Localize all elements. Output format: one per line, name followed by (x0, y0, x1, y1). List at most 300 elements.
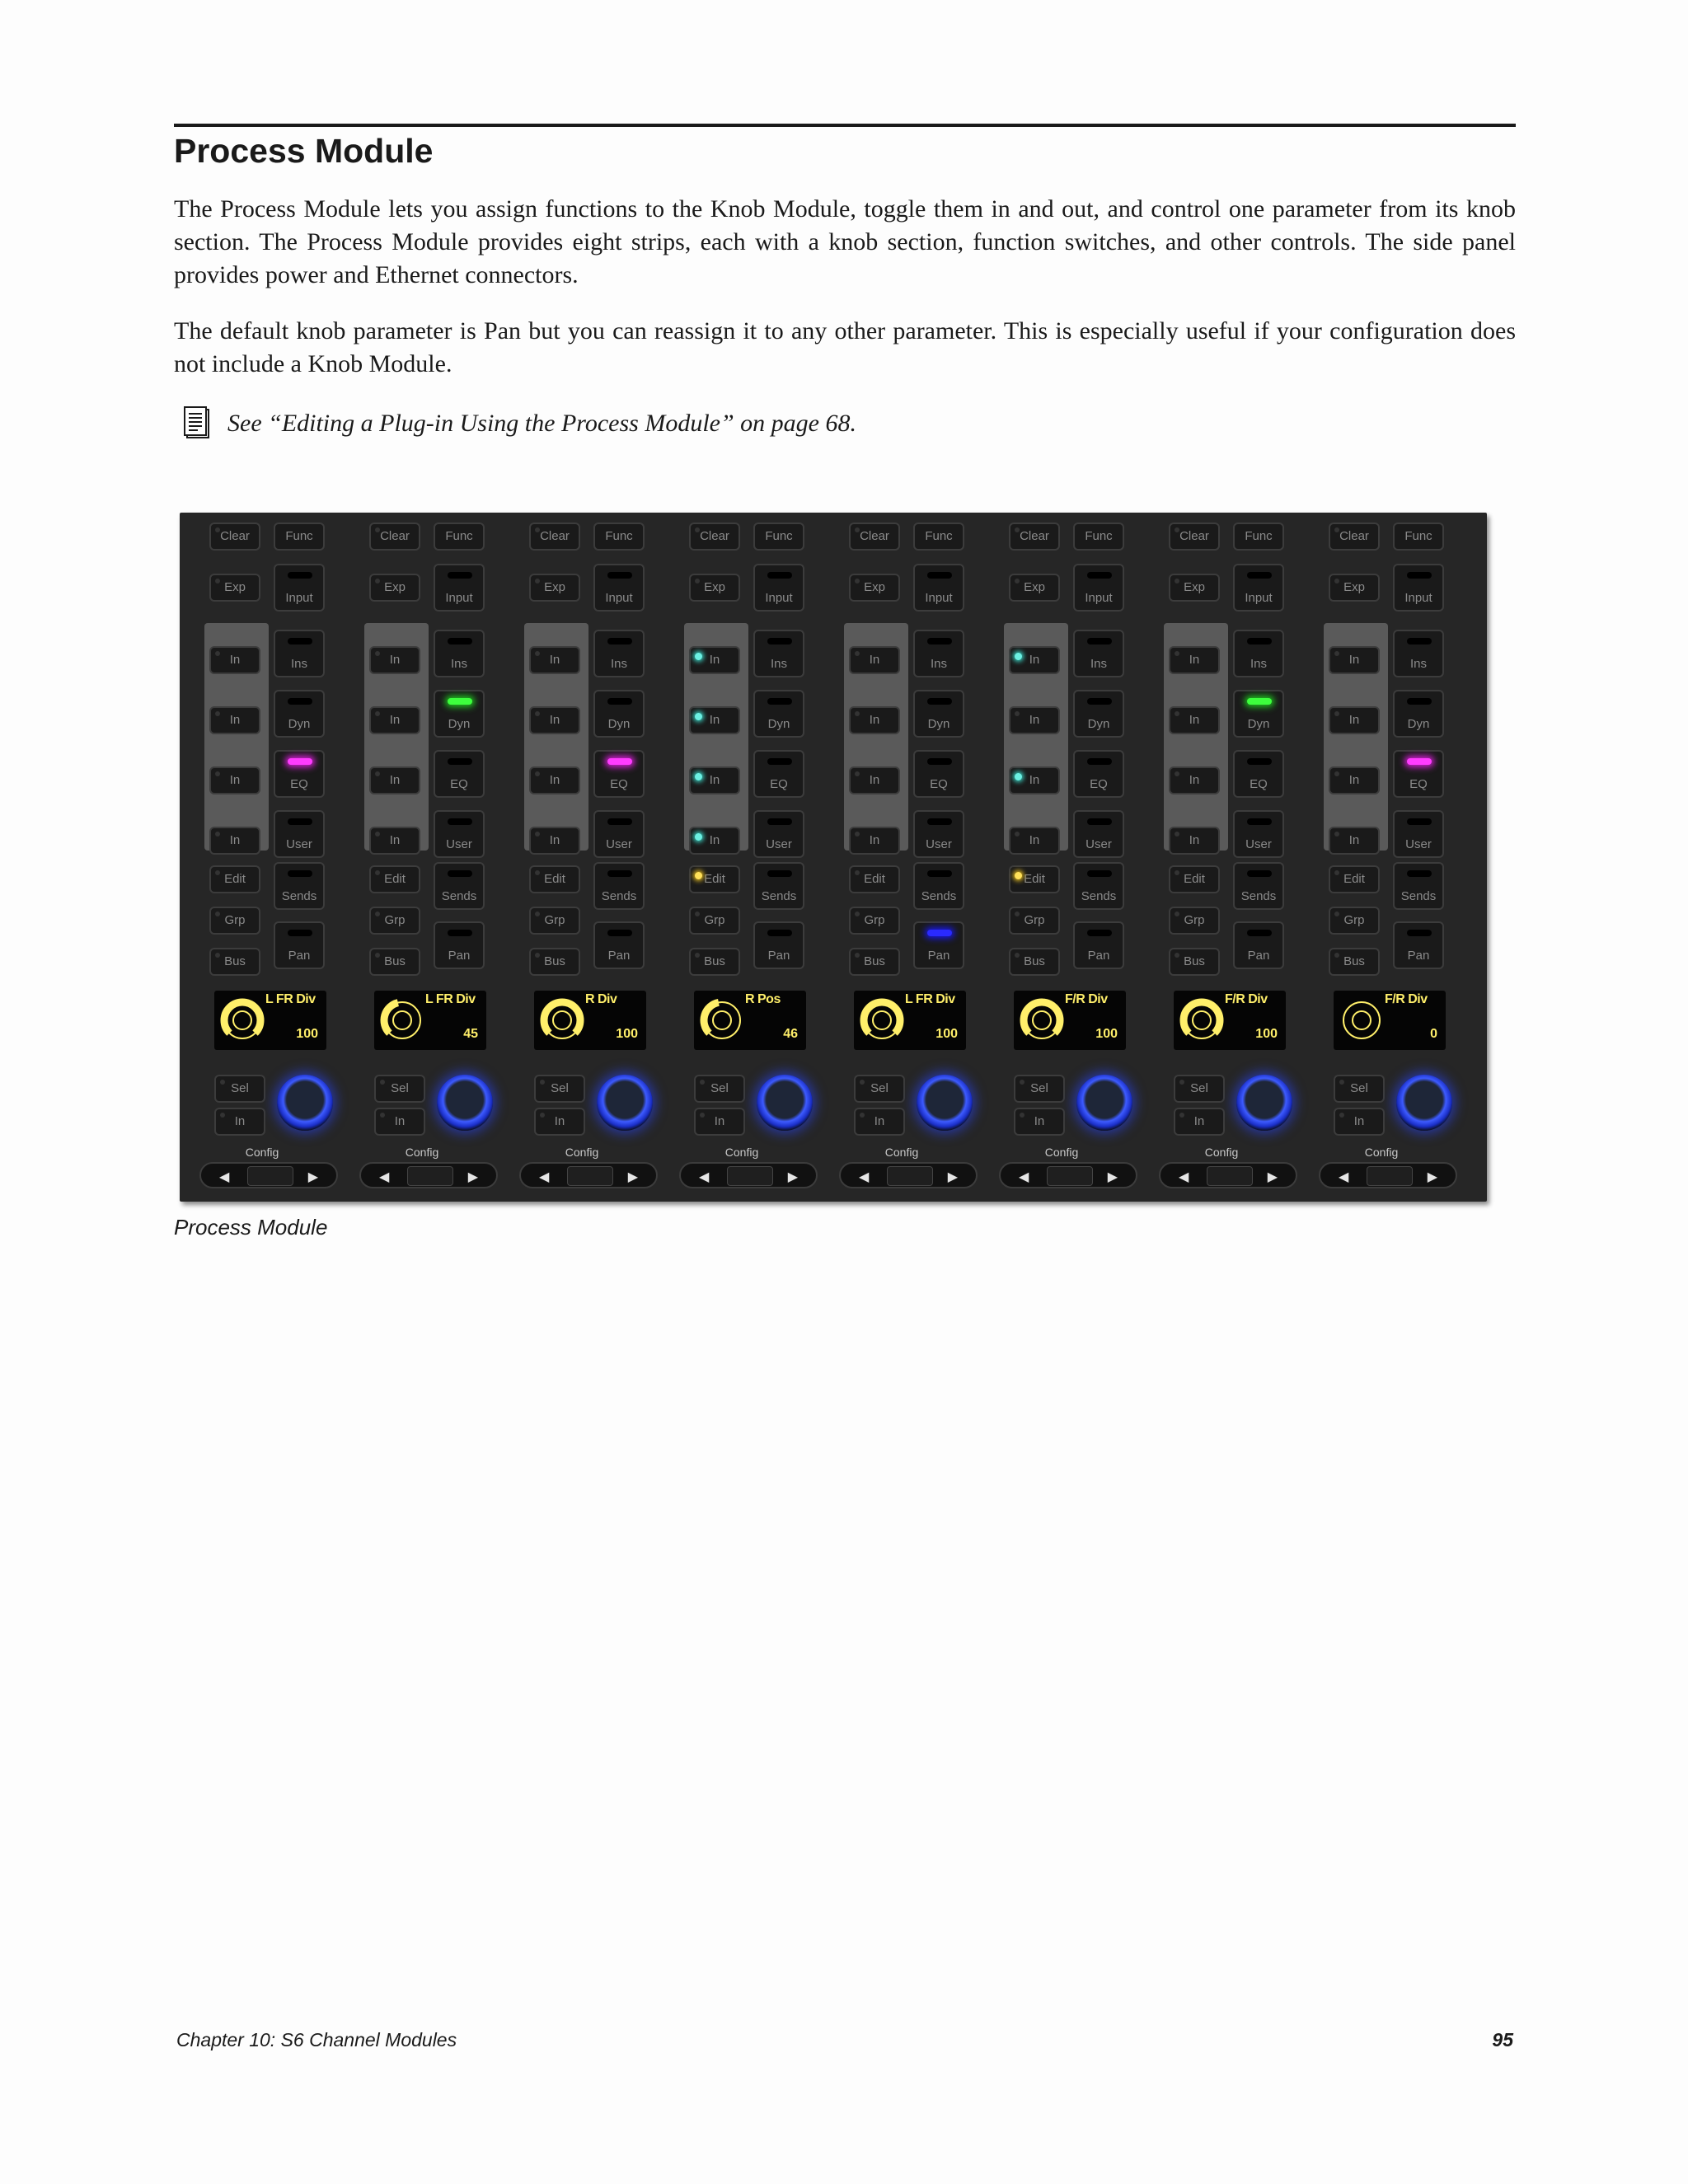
dyn-button[interactable] (1393, 690, 1444, 738)
function-led (448, 758, 472, 765)
ins-button[interactable] (913, 630, 964, 677)
ins-button[interactable] (753, 630, 804, 677)
figure-caption: Process Module (174, 1215, 328, 1240)
func-button[interactable] (274, 523, 325, 551)
status-led (215, 579, 220, 583)
user-button[interactable] (1393, 810, 1444, 858)
config-nav[interactable] (1319, 1162, 1457, 1188)
config-center-button[interactable] (1367, 1166, 1413, 1186)
sel-button[interactable] (1174, 1075, 1225, 1103)
exp-button[interactable] (689, 574, 740, 602)
pan-button[interactable] (274, 921, 325, 969)
sends-button[interactable] (274, 862, 325, 910)
grp-button[interactable] (1329, 907, 1380, 935)
in-button[interactable] (1009, 646, 1060, 674)
function-led (288, 870, 312, 877)
pan-button[interactable] (1233, 921, 1284, 969)
edit-button[interactable] (209, 865, 260, 893)
in-button[interactable] (1329, 646, 1380, 674)
function-led (1087, 870, 1112, 877)
dyn-button[interactable] (274, 690, 325, 738)
sel-button[interactable] (694, 1075, 745, 1103)
in-button-label: In (1029, 713, 1040, 727)
func-button-label: Func (1245, 529, 1273, 543)
status-led (375, 711, 380, 716)
in-button[interactable] (529, 646, 580, 674)
in-button[interactable] (1329, 706, 1380, 734)
edit-button[interactable] (1009, 865, 1060, 893)
sel-button[interactable] (374, 1075, 425, 1103)
grp-button[interactable] (849, 907, 900, 935)
clear-button[interactable] (209, 523, 260, 551)
config-label: Config (1204, 1146, 1239, 1159)
function-led (767, 818, 792, 825)
pan-button[interactable] (434, 921, 485, 969)
status-led (375, 912, 380, 916)
status-led (375, 579, 380, 583)
clear-button[interactable] (529, 523, 580, 551)
in-button[interactable] (209, 706, 260, 734)
in-button[interactable] (689, 827, 740, 855)
pan-button[interactable] (913, 921, 964, 969)
value-arc (864, 1002, 900, 1033)
left-arrow-icon[interactable]: ◀ (859, 1169, 870, 1184)
config-nav[interactable] (999, 1162, 1137, 1188)
in-button[interactable] (1009, 706, 1060, 734)
func-button[interactable] (1233, 523, 1284, 551)
function-led (607, 638, 632, 644)
user-button[interactable] (593, 810, 645, 858)
sends-button[interactable] (913, 862, 964, 910)
in-button[interactable] (689, 706, 740, 734)
function-led (607, 818, 632, 825)
bus-button-label: Bus (544, 954, 565, 968)
function-led (927, 758, 952, 765)
pan-button-label: Pan (927, 949, 950, 963)
exp-button[interactable] (529, 574, 580, 602)
in-button[interactable] (849, 766, 900, 794)
grp-button[interactable] (209, 907, 260, 935)
bus-button[interactable] (849, 948, 900, 976)
exp-button[interactable] (209, 574, 260, 602)
in-button[interactable] (369, 766, 420, 794)
status-led (1015, 773, 1022, 780)
status-led (535, 651, 540, 656)
pan-button[interactable] (1073, 921, 1124, 969)
left-arrow-icon[interactable]: ◀ (1019, 1169, 1029, 1184)
in-button-label: In (1029, 773, 1040, 787)
func-button[interactable] (1073, 523, 1124, 551)
eq-button[interactable] (913, 750, 964, 798)
sel-button[interactable] (534, 1075, 585, 1103)
input-button[interactable] (593, 564, 645, 612)
status-led (1175, 832, 1179, 837)
sends-button-label: Sends (1240, 889, 1277, 903)
status-led (535, 771, 540, 776)
ins-button[interactable] (1233, 630, 1284, 677)
status-led (855, 953, 860, 958)
function-led (927, 930, 952, 936)
value-arc (544, 1002, 580, 1033)
sel-button-label: Sel (1030, 1081, 1048, 1095)
config-nav[interactable] (199, 1162, 338, 1188)
config-center-button[interactable] (1047, 1166, 1093, 1186)
dyn-button[interactable] (753, 690, 804, 738)
input-button[interactable] (1393, 564, 1444, 612)
eq-button[interactable] (1233, 750, 1284, 798)
sends-button[interactable] (593, 862, 645, 910)
status-led (380, 1080, 385, 1085)
input-button[interactable] (753, 564, 804, 612)
right-arrow-icon[interactable]: ▶ (1427, 1169, 1437, 1184)
status-led (1015, 527, 1020, 532)
rotary-knob[interactable] (1236, 1075, 1292, 1131)
page-number: 95 (1492, 2029, 1513, 2050)
clear-button[interactable] (849, 523, 900, 551)
clear-button[interactable] (369, 523, 420, 551)
in-button[interactable] (214, 1108, 265, 1136)
value-ring (1335, 994, 1388, 1047)
function-led (767, 758, 792, 765)
grp-button[interactable] (529, 907, 580, 935)
value-arc (1024, 1002, 1060, 1033)
status-led (1334, 832, 1339, 837)
exp-button-label: Exp (544, 580, 565, 594)
input-button[interactable] (1233, 564, 1284, 612)
in-button[interactable] (369, 827, 420, 855)
in-button[interactable] (1329, 766, 1380, 794)
sends-button-label: Sends (281, 889, 317, 903)
config-center-button[interactable] (887, 1166, 933, 1186)
user-button[interactable] (913, 810, 964, 858)
config-nav[interactable] (359, 1162, 498, 1188)
in-button[interactable] (849, 646, 900, 674)
exp-button-label: Exp (224, 580, 246, 594)
grp-button[interactable] (689, 907, 740, 935)
in-button[interactable] (1009, 766, 1060, 794)
status-led (380, 1113, 385, 1118)
in-button[interactable] (1009, 827, 1060, 855)
sel-button[interactable] (1014, 1075, 1065, 1103)
rotary-knob[interactable] (1076, 1075, 1132, 1131)
in-button[interactable] (1169, 766, 1220, 794)
function-led (607, 572, 632, 579)
function-led (607, 698, 632, 705)
user-button[interactable] (434, 810, 485, 858)
clear-button[interactable] (689, 523, 740, 551)
dyn-button[interactable] (1233, 690, 1284, 738)
edit-button[interactable] (1329, 865, 1380, 893)
grp-button[interactable] (1169, 907, 1220, 935)
in-button[interactable] (1169, 827, 1220, 855)
config-label: Config (1044, 1146, 1079, 1159)
in-button[interactable] (1169, 646, 1220, 674)
edit-button[interactable] (529, 865, 580, 893)
in-button[interactable] (1174, 1108, 1225, 1136)
in-button[interactable] (529, 766, 580, 794)
bus-button[interactable] (529, 948, 580, 976)
function-led (1247, 930, 1272, 936)
bus-button[interactable] (689, 948, 740, 976)
status-led (700, 1113, 705, 1118)
right-arrow-icon[interactable]: ▶ (1107, 1169, 1118, 1184)
in-button-label: In (229, 713, 241, 727)
right-arrow-icon[interactable]: ▶ (467, 1169, 478, 1184)
bus-button-label: Bus (1184, 954, 1205, 968)
config-label: Config (405, 1146, 439, 1159)
exp-button[interactable] (1009, 574, 1060, 602)
status-led (1179, 1080, 1184, 1085)
grp-button[interactable] (369, 907, 420, 935)
pan-button[interactable] (753, 921, 804, 969)
status-led (215, 953, 220, 958)
in-button[interactable] (849, 827, 900, 855)
config-center-button[interactable] (1207, 1166, 1253, 1186)
rotary-knob[interactable] (757, 1075, 813, 1131)
rotary-knob[interactable] (917, 1075, 973, 1131)
ins-button[interactable] (1073, 630, 1124, 677)
function-led (927, 870, 952, 877)
edit-button[interactable] (849, 865, 900, 893)
in-button-label: In (869, 653, 880, 667)
in-button[interactable] (849, 706, 900, 734)
sends-button-label: Sends (761, 889, 797, 903)
in-button-label: In (1189, 653, 1200, 667)
sel-button[interactable] (854, 1075, 905, 1103)
bus-button[interactable] (369, 948, 420, 976)
config-nav[interactable] (519, 1162, 658, 1188)
in-button-label: In (1193, 1114, 1205, 1128)
dyn-button[interactable] (593, 690, 645, 738)
in-button[interactable] (374, 1108, 425, 1136)
eq-button[interactable] (593, 750, 645, 798)
eq-button[interactable] (753, 750, 804, 798)
clear-button-label: Clear (380, 529, 410, 543)
in-button[interactable] (1169, 706, 1220, 734)
in-button[interactable] (369, 646, 420, 674)
rotary-knob[interactable] (437, 1075, 493, 1131)
exp-button-label: Exp (1343, 580, 1365, 594)
sends-button-label: Sends (1081, 889, 1117, 903)
config-center-button[interactable] (727, 1166, 773, 1186)
rotary-knob[interactable] (1396, 1075, 1452, 1131)
func-button[interactable] (434, 523, 485, 551)
func-button[interactable] (913, 523, 964, 551)
config-center-button[interactable] (247, 1166, 293, 1186)
bus-button[interactable] (1329, 948, 1380, 976)
function-led (1087, 930, 1112, 936)
in-button[interactable] (369, 706, 420, 734)
user-button[interactable] (1233, 810, 1284, 858)
sel-button-label: Sel (231, 1081, 249, 1095)
value-ring (536, 994, 588, 1047)
sends-button[interactable] (1393, 862, 1444, 910)
edit-button[interactable] (689, 865, 740, 893)
status-led (1334, 527, 1339, 532)
in-button-label: In (229, 653, 241, 667)
in-button[interactable] (209, 646, 260, 674)
clear-button[interactable] (1009, 523, 1060, 551)
edit-button[interactable] (1169, 865, 1220, 893)
in-button[interactable] (209, 827, 260, 855)
left-arrow-icon[interactable]: ◀ (539, 1169, 550, 1184)
input-button[interactable] (274, 564, 325, 612)
in-button[interactable] (1014, 1108, 1065, 1136)
right-arrow-icon[interactable]: ▶ (1267, 1169, 1278, 1184)
status-led (1175, 771, 1179, 776)
left-arrow-icon[interactable]: ◀ (219, 1169, 230, 1184)
left-arrow-icon[interactable]: ◀ (699, 1169, 710, 1184)
func-button[interactable] (1393, 523, 1444, 551)
exp-button[interactable] (1329, 574, 1380, 602)
status-led (1334, 579, 1339, 583)
status-led (1015, 711, 1020, 716)
right-arrow-icon[interactable]: ▶ (947, 1169, 958, 1184)
user-button[interactable] (274, 810, 325, 858)
config-nav[interactable] (839, 1162, 978, 1188)
in-button[interactable] (1334, 1108, 1385, 1136)
in-button[interactable] (209, 766, 260, 794)
in-button[interactable] (694, 1108, 745, 1136)
value-ring (856, 994, 908, 1047)
edit-button[interactable] (369, 865, 420, 893)
eq-button[interactable] (434, 750, 485, 798)
pan-button[interactable] (593, 921, 645, 969)
function-led (448, 638, 472, 644)
sends-button[interactable] (1233, 862, 1284, 910)
grp-button[interactable] (1009, 907, 1060, 935)
in-button[interactable] (529, 827, 580, 855)
in-button-label: In (1029, 653, 1040, 667)
status-led (215, 870, 220, 875)
status-led (855, 870, 860, 875)
in-button[interactable] (854, 1108, 905, 1136)
function-led (1087, 818, 1112, 825)
config-center-button[interactable] (407, 1166, 453, 1186)
func-button-label: Func (765, 529, 793, 543)
edit-button-label: Edit (224, 872, 246, 886)
status-led (1334, 953, 1339, 958)
clear-button[interactable] (1169, 523, 1220, 551)
status-led (375, 651, 380, 656)
right-arrow-icon[interactable]: ▶ (787, 1169, 798, 1184)
dyn-button[interactable] (1073, 690, 1124, 738)
bus-button-label: Bus (1024, 954, 1045, 968)
left-arrow-icon[interactable]: ◀ (1339, 1169, 1349, 1184)
value-ring (1015, 994, 1068, 1047)
sel-button[interactable] (214, 1075, 265, 1103)
func-button[interactable] (753, 523, 804, 551)
display-parameter-name: L FR Div (265, 992, 316, 1006)
cross-reference-text[interactable]: See “Editing a Plug-in Using the Process Module” on page 68. (227, 410, 856, 437)
func-button[interactable] (593, 523, 645, 551)
in-button[interactable] (534, 1108, 585, 1136)
bus-button[interactable] (1009, 948, 1060, 976)
parameter-display (854, 991, 966, 1050)
rotary-knob[interactable] (277, 1075, 333, 1131)
ins-button[interactable] (1393, 630, 1444, 677)
right-arrow-icon[interactable]: ▶ (307, 1169, 318, 1184)
edit-button-label: Edit (544, 872, 565, 886)
sends-button[interactable] (434, 862, 485, 910)
bus-button-label: Bus (224, 954, 246, 968)
ins-button[interactable] (593, 630, 645, 677)
sends-button[interactable] (753, 862, 804, 910)
sel-button[interactable] (1334, 1075, 1385, 1103)
ins-button-label: Ins (450, 657, 467, 671)
input-button[interactable] (913, 564, 964, 612)
parameter-display (374, 991, 486, 1050)
in-button-label: In (1353, 1114, 1365, 1128)
status-led (1020, 1113, 1025, 1118)
eq-button[interactable] (1393, 750, 1444, 798)
display-parameter-name: R Pos (745, 992, 781, 1006)
exp-button[interactable] (369, 574, 420, 602)
function-led (448, 930, 472, 936)
eq-button[interactable] (274, 750, 325, 798)
function-led (767, 698, 792, 705)
exp-button[interactable] (1169, 574, 1220, 602)
status-led (215, 912, 220, 916)
status-led (855, 711, 860, 716)
sel-button-label: Sel (870, 1081, 889, 1095)
input-button[interactable] (434, 564, 485, 612)
section-title: Process Module (174, 132, 434, 170)
ins-button[interactable] (274, 630, 325, 677)
left-arrow-icon[interactable]: ◀ (379, 1169, 390, 1184)
status-led (1334, 771, 1339, 776)
user-button-label: User (1405, 837, 1432, 851)
pan-button-label: Pan (288, 949, 311, 963)
clear-button[interactable] (1329, 523, 1380, 551)
ins-button-label: Ins (1409, 657, 1427, 671)
exp-button[interactable] (849, 574, 900, 602)
input-button[interactable] (1073, 564, 1124, 612)
exp-button-label: Exp (704, 580, 725, 594)
left-arrow-icon[interactable]: ◀ (1179, 1169, 1189, 1184)
function-led (607, 758, 632, 765)
func-button-label: Func (925, 529, 953, 543)
in-button-label: In (1348, 713, 1360, 727)
ring-center (1353, 1011, 1371, 1029)
sends-button[interactable] (1073, 862, 1124, 910)
dyn-button[interactable] (913, 690, 964, 738)
eq-button[interactable] (1073, 750, 1124, 798)
pan-button[interactable] (1393, 921, 1444, 969)
rotary-knob[interactable] (597, 1075, 653, 1131)
pan-button-label: Pan (607, 949, 631, 963)
config-center-button[interactable] (567, 1166, 613, 1186)
config-nav[interactable] (1159, 1162, 1297, 1188)
in-button[interactable] (689, 646, 740, 674)
func-button-label: Func (1085, 529, 1113, 543)
bus-button[interactable] (1169, 948, 1220, 976)
user-button[interactable] (1073, 810, 1124, 858)
bus-button[interactable] (209, 948, 260, 976)
right-arrow-icon[interactable]: ▶ (627, 1169, 638, 1184)
user-button[interactable] (753, 810, 804, 858)
status-led (855, 832, 860, 837)
status-led (1334, 912, 1339, 916)
function-led (1407, 638, 1432, 644)
status-led (1334, 711, 1339, 716)
config-nav[interactable] (679, 1162, 818, 1188)
dyn-button[interactable] (434, 690, 485, 738)
in-button[interactable] (689, 766, 740, 794)
in-button[interactable] (529, 706, 580, 734)
in-button[interactable] (1329, 827, 1380, 855)
ins-button[interactable] (434, 630, 485, 677)
